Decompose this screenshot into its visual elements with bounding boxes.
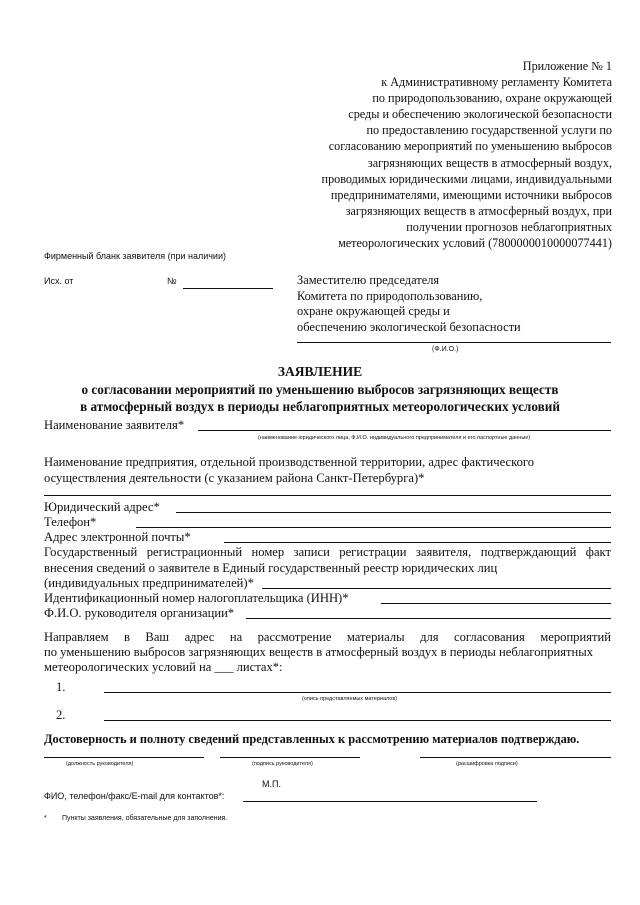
ogrn-label-line2: внесения сведений о заявителе в Единый государственный реестр юридических лиц bbox=[44, 561, 498, 575]
applicant-caption: (наименование юридического лица, Ф.И.О. индивидуального предпринимателя и его паспортные данные) bbox=[258, 435, 531, 441]
addressee-line: охране окружающей среды и bbox=[297, 304, 450, 318]
legal-address-field[interactable] bbox=[176, 512, 611, 513]
appendix-line: загрязняющих веществ в атмосферный воздух, при bbox=[345, 203, 612, 218]
appendix-line: по природопользованию, охране окружающей bbox=[372, 91, 612, 106]
appendix-line: Приложение № 1 bbox=[522, 59, 612, 73]
signature-caption: (подпись руководителя) bbox=[252, 761, 313, 767]
position-caption: (должность руководителя) bbox=[66, 761, 134, 767]
materials-text-line3 bbox=[44, 660, 283, 675]
applicant-name-label: Наименование заявителя* bbox=[44, 418, 185, 432]
ogrn-label-line3: (индивидуальных предпринимателей)* bbox=[44, 576, 254, 590]
inn-field[interactable] bbox=[381, 603, 611, 604]
materials-item-1-number: 1. bbox=[56, 680, 66, 694]
contacts-label: ФИО, телефон/факс/E-mail для контактов*: bbox=[44, 791, 225, 801]
addressee-line: обеспечению экологической безопасности bbox=[297, 319, 521, 334]
appendix-line: среды и обеспечению экологической безопасности bbox=[348, 107, 612, 122]
footnote-mark: * bbox=[44, 815, 47, 822]
addressee-fio-field[interactable] bbox=[297, 342, 611, 343]
enterprise-field[interactable] bbox=[44, 495, 611, 496]
transcript-caption: (расшифровка подписи) bbox=[456, 761, 518, 767]
addressee-block bbox=[297, 273, 521, 335]
letterhead-label: Фирменный бланк заявителя (при наличии) bbox=[44, 251, 226, 261]
appendix-line: согласованию мероприятий по уменьшению выбросов bbox=[328, 139, 612, 154]
appendix-line: предпринимателями, имеющими источники выбросов bbox=[330, 187, 612, 202]
appendix-line: по предоставлению государственной услуги по bbox=[366, 123, 612, 138]
materials-prefix: метеорологических условий на bbox=[44, 660, 212, 674]
outgoing-number-field[interactable] bbox=[183, 288, 273, 289]
head-name-label: Ф.И.О. руководителя организации* bbox=[44, 606, 235, 620]
appendix-line: метеорологических условий (7800000010000077441) bbox=[338, 236, 612, 251]
phone-label: Телефон* bbox=[44, 515, 97, 529]
sheets-count-field[interactable]: ___ bbox=[214, 660, 234, 674]
contacts-field[interactable] bbox=[243, 801, 537, 802]
materials-item-1-field[interactable] bbox=[104, 692, 611, 693]
document-subtitle-line2: в атмосферный воздух в периоды неблагоприятных метеорологических условий bbox=[80, 399, 560, 414]
materials-item-2-number: 2. bbox=[56, 708, 66, 722]
enterprise-label-line2: осуществления деятельности (с указанием района Санкт-Петербурга)* bbox=[44, 471, 425, 485]
stamp-label: М.П. bbox=[262, 779, 281, 789]
ogrn-field[interactable] bbox=[262, 588, 611, 589]
outgoing-number-label: № bbox=[167, 276, 177, 286]
head-name-field[interactable] bbox=[246, 618, 611, 619]
transcript-field[interactable] bbox=[420, 757, 611, 758]
appendix-line: к Административному регламенту Комитета bbox=[381, 75, 612, 90]
inn-label: Идентификационный номер налогоплательщика (ИНН)* bbox=[44, 591, 349, 605]
ogrn-label-line1: Государственный регистрационный номер записи регистрации заявителя, подтверждающий факт bbox=[44, 545, 611, 559]
phone-field[interactable] bbox=[136, 527, 611, 528]
materials-caption: (опись представляемых материалов) bbox=[302, 696, 398, 702]
appendix-line: загрязняющих веществ в атмосферный воздух, bbox=[367, 155, 612, 170]
materials-text-line2: по уменьшению выбросов загрязняющих веществ в атмосферный воздух в периоды неблагоприятных bbox=[44, 645, 594, 659]
fio-caption: (Ф.И.О.) bbox=[432, 346, 459, 353]
document-subtitle-line1: о согласовании мероприятий по уменьшению выбросов загрязняющих веществ bbox=[81, 382, 559, 397]
materials-suffix: листах*: bbox=[236, 660, 283, 674]
applicant-name-field[interactable] bbox=[198, 430, 611, 431]
email-label: Адрес электронной почты* bbox=[44, 530, 191, 544]
materials-item-2-field[interactable] bbox=[104, 720, 611, 721]
email-field[interactable] bbox=[224, 542, 611, 543]
document-title: ЗАЯВЛЕНИЕ bbox=[277, 364, 363, 379]
addressee-line: Заместителю председателя bbox=[297, 273, 440, 287]
legal-address-label: Юридический адрес* bbox=[44, 500, 160, 514]
appendix-line: проводимых юридическими лицами, индивидуальными bbox=[321, 171, 612, 186]
outgoing-date-label: Исх. от bbox=[44, 276, 74, 286]
signature-field[interactable] bbox=[220, 757, 360, 758]
appendix-line: получении прогнозов неблагоприятных bbox=[406, 219, 612, 234]
position-field[interactable] bbox=[44, 757, 204, 758]
footnote-text: Пункты заявления, обязательные для заполнения. bbox=[62, 815, 228, 822]
confirmation-text: Достоверность и полноту сведений представленных к рассмотрению материалов подтверждаю. bbox=[44, 732, 580, 746]
appendix-header bbox=[282, 58, 612, 251]
addressee-line: Комитета по природопользованию, bbox=[297, 288, 483, 303]
enterprise-label-line1: Наименование предприятия, отдельной производственной территории, адрес фактического bbox=[44, 455, 535, 469]
materials-text-line1: Направляем в Ваш адрес на рассмотрение материалы для согласования мероприятий bbox=[44, 630, 611, 644]
